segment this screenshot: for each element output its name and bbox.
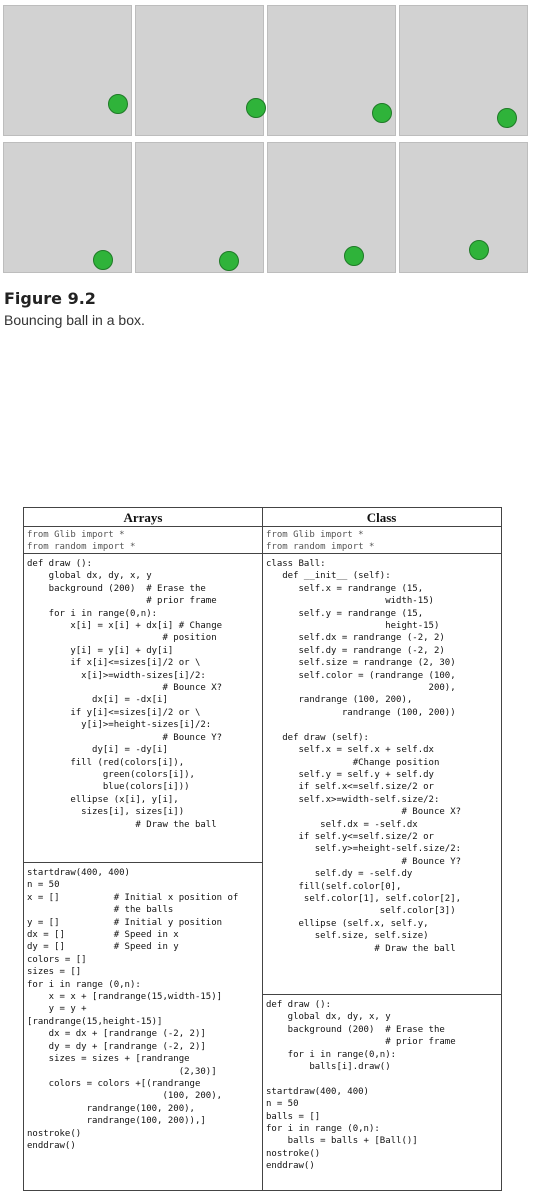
frame-2 (135, 5, 264, 136)
ball (246, 98, 266, 118)
class-imports-code: from Glib import * from random import * (266, 530, 375, 553)
arrays-column-header: Arrays (24, 508, 262, 527)
frame-5 (3, 142, 132, 273)
frame-8 (399, 142, 528, 273)
bouncing-ball-frames (3, 5, 528, 275)
ball (372, 103, 392, 123)
row-divider (24, 862, 262, 863)
class-definition-code: class Ball: def __init__ (self): self.x = randrange (15, width-15) self.y = randrange (15, height-15) self.dx = randrange (-2, 2) self.dy = randrange (-2, 2) self.size = randrange (2, 30) self.color = (randrange (100, 200), randrange (100, 200), randrange (100, 200)) def draw (self): self.x = self.x + self.dx #Change position self.y = self.y + self.dy if self.x<=self.size/2 or self.x>=width-self.size/2: # Bounce X? self.dx = -self.dx if self.y<=self.size/2 or self.y>=height-self.size/2: # Bounce Y? self.dy = -self.dy fill(self.color[0], self.color[1], self.color[2], self.color[3]) ellipse (self.x, self.y, self.size, self.size) # Draw the ball (266, 559, 462, 954)
frame-1 (3, 5, 132, 136)
ball (219, 251, 239, 271)
frame-6 (135, 142, 264, 273)
frame-7 (267, 142, 396, 273)
ball (497, 108, 517, 128)
arrays-imports-code: from Glib import * from random import * (27, 530, 136, 553)
ball (469, 240, 489, 260)
code-comparison-table (23, 507, 502, 1191)
arrays-draw-code: def draw (): global dx, dy, x, y background (200) # Erase the # prior frame for i in range(0,n): x[i] = x[i] + dx[i] # Change # position y[i] = y[i] + dy[i] if x[i]<=sizes[i]/2 or \ x[i]>=width-sizes[i]/2: # Bounce X? dx[i] = -dx[i] if y[i]<=sizes[i]/2 or \ y[i]>=height-sizes[i]/2: # Bounce Y? dy[i] = -dy[i] fill (red(colors[i]), green(colors[i]), blue(colors[i])) ellipse (x[i], y[i], sizes[i], sizes[i]) # Draw the ball (27, 559, 223, 830)
frame-3 (267, 5, 396, 136)
ball (344, 246, 364, 266)
ball (93, 250, 113, 270)
ball (108, 94, 128, 114)
frame-4 (399, 5, 528, 136)
column-divider (262, 508, 263, 1190)
row-divider (263, 994, 501, 995)
figure-caption: Bouncing ball in a box. (4, 312, 145, 328)
class-column-header: Class (262, 508, 501, 527)
arrays-main-code: startdraw(400, 400) n = 50 x = [] # Initial x position of # the balls y = [] # Initial y position dx = [] # Speed in x dy = [] # Speed in y colors = [] sizes = [] for i in range (0,n): x = x + [randrange(15,width-15)] y = y + [randrange(15,height-15)] dx = dx + [randrange (-2, 2)] dy = dy + [randrange (-2, 2)] sizes = sizes + [randrange (2,30)] colors = colors +[(randrange (100, 200), randrange(100, 200), randrange(100, 200)),] nostroke() enddraw() (27, 868, 239, 1151)
class-main-code: def draw (): global dx, dy, x, y background (200) # Erase the # prior frame for i in range(0,n): balls[i].draw() startdraw(400, 400) n = 50 balls = [] for i in range (0,n): balls = balls + [Ball()] nostroke() enddraw() (266, 1000, 456, 1172)
figure-title: Figure 9.2 (4, 289, 96, 308)
